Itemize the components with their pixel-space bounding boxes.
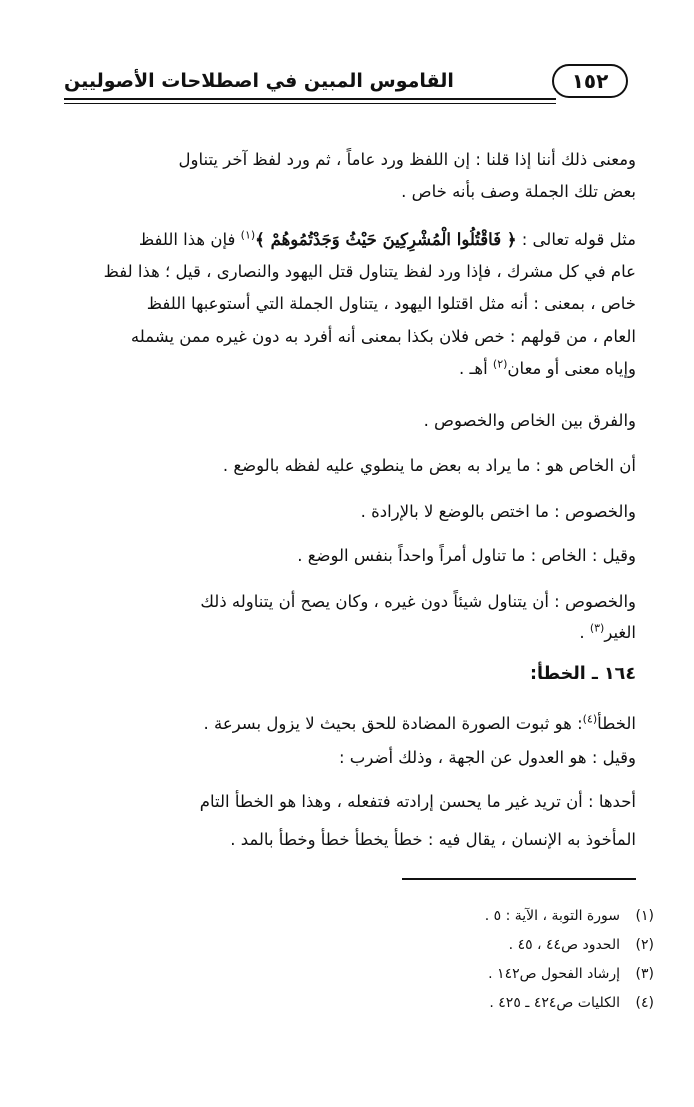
body-line: بعض تلك الجملة وصف بأنه خاص . (401, 182, 636, 201)
body-line (459, 357, 636, 381)
body-line: خاص ، بمعنى : أنه مثل اقتلوا اليهود ، يتناول الجملة التي أستوعبها اللفظ (146, 294, 636, 313)
footnote-separator (402, 878, 636, 880)
footnote-ref: (٤) (582, 712, 598, 726)
footnote-ref: (٣) (589, 621, 605, 635)
body-text: فإن هذا اللفظ (138, 230, 241, 249)
body-line: ومعنى ذلك أننا إذا قلنا : إن اللفظ ورد عاماً ، ثم ورد لفظ آخر يتناول (178, 150, 636, 169)
body-line: وقيل : الخاص : ما تناول أمراً واحداً بنفس الوضع . (297, 546, 636, 565)
footnote-text: الحدود ص٤٤ ، ٤٥ . (508, 937, 620, 953)
footnote (485, 906, 654, 926)
body-line: وقيل : هو العدول عن الجهة ، وذلك أضرب : (339, 748, 636, 767)
footnote (489, 993, 654, 1013)
footnote-number: (٢) (635, 937, 654, 953)
body-text: : هو ثبوت الصورة المضادة للحق بحيث لا يزول بسرعة . (203, 714, 583, 733)
body-text: وإياه معنى أو معان (507, 359, 636, 378)
body-text: أهـ . (459, 359, 493, 378)
body-line: المأخوذ به الإنسان ، يقال فيه : خطأ يخطأ خطأ وخطأ بالمد . (230, 830, 636, 849)
body-line-quran-citation (139, 228, 636, 252)
footnote-text: الكليات ص٤٢٤ ـ ٤٢٥ . (489, 995, 620, 1011)
body-line: والخصوص : أن يتناول شيئاً دون غيره ، وكان يصح أن يتناوله ذلك (200, 592, 636, 611)
footnote-ref: (١) (240, 228, 256, 242)
footnote-text: إرشاد الفحول ص١٤٢ . (488, 966, 620, 982)
body-line: والخصوص : ما اختص بالوضع لا بالإرادة . (360, 502, 636, 521)
body-line (579, 621, 636, 645)
footnote-number: (١) (635, 908, 654, 924)
page-number: ١٥٢ (552, 64, 628, 98)
footnote-number: (٤) (635, 995, 654, 1011)
body-line: أن الخاص هو : ما يراد به بعض ما ينطوي عليه لفظه بالوضع . (222, 456, 636, 475)
header-rule (64, 98, 556, 100)
body-text: مثل قوله تعالى : (516, 230, 636, 249)
footnote-ref: (٢) (492, 357, 508, 371)
footnote-text: سورة التوبة ، الآية : ٥ . (484, 908, 620, 924)
quran-verse: ﴿ فَاقْتُلُوا الْمُشْرِكِينَ حَيْثُ وَجَدْتُمُوهُمْ ﴾ (255, 230, 517, 249)
body-text: . (579, 623, 590, 642)
header-rule-thin (64, 103, 556, 104)
footnote (488, 964, 654, 984)
body-line: عام في كل مشرك ، فإذا ورد لفظ يتناول قتل اليهود والنصارى ، قيل ؛ هذا لفظ (103, 262, 636, 281)
running-header (60, 58, 640, 108)
header-title: القاموس المبين في اصطلاحات الأصوليين (64, 70, 454, 92)
footnote (509, 935, 654, 955)
footnote-number: (٣) (635, 966, 654, 982)
body-text: الخطأ (597, 714, 636, 733)
body-line: أحدها : أن تريد غير ما يحسن إرادته فتفعله ، وهذا هو الخطأ التام (199, 792, 636, 811)
body-text: الغير (604, 623, 636, 642)
body-line: العام ، من قولهم : خص فلان بكذا بمعنى أنه أفرد به دون غيره ممن يشمله (130, 327, 636, 346)
entry-heading: ١٦٤ ـ الخطأ: (529, 664, 636, 684)
body-line (204, 712, 636, 736)
body-line: والفرق بين الخاص والخصوص . (423, 411, 636, 430)
